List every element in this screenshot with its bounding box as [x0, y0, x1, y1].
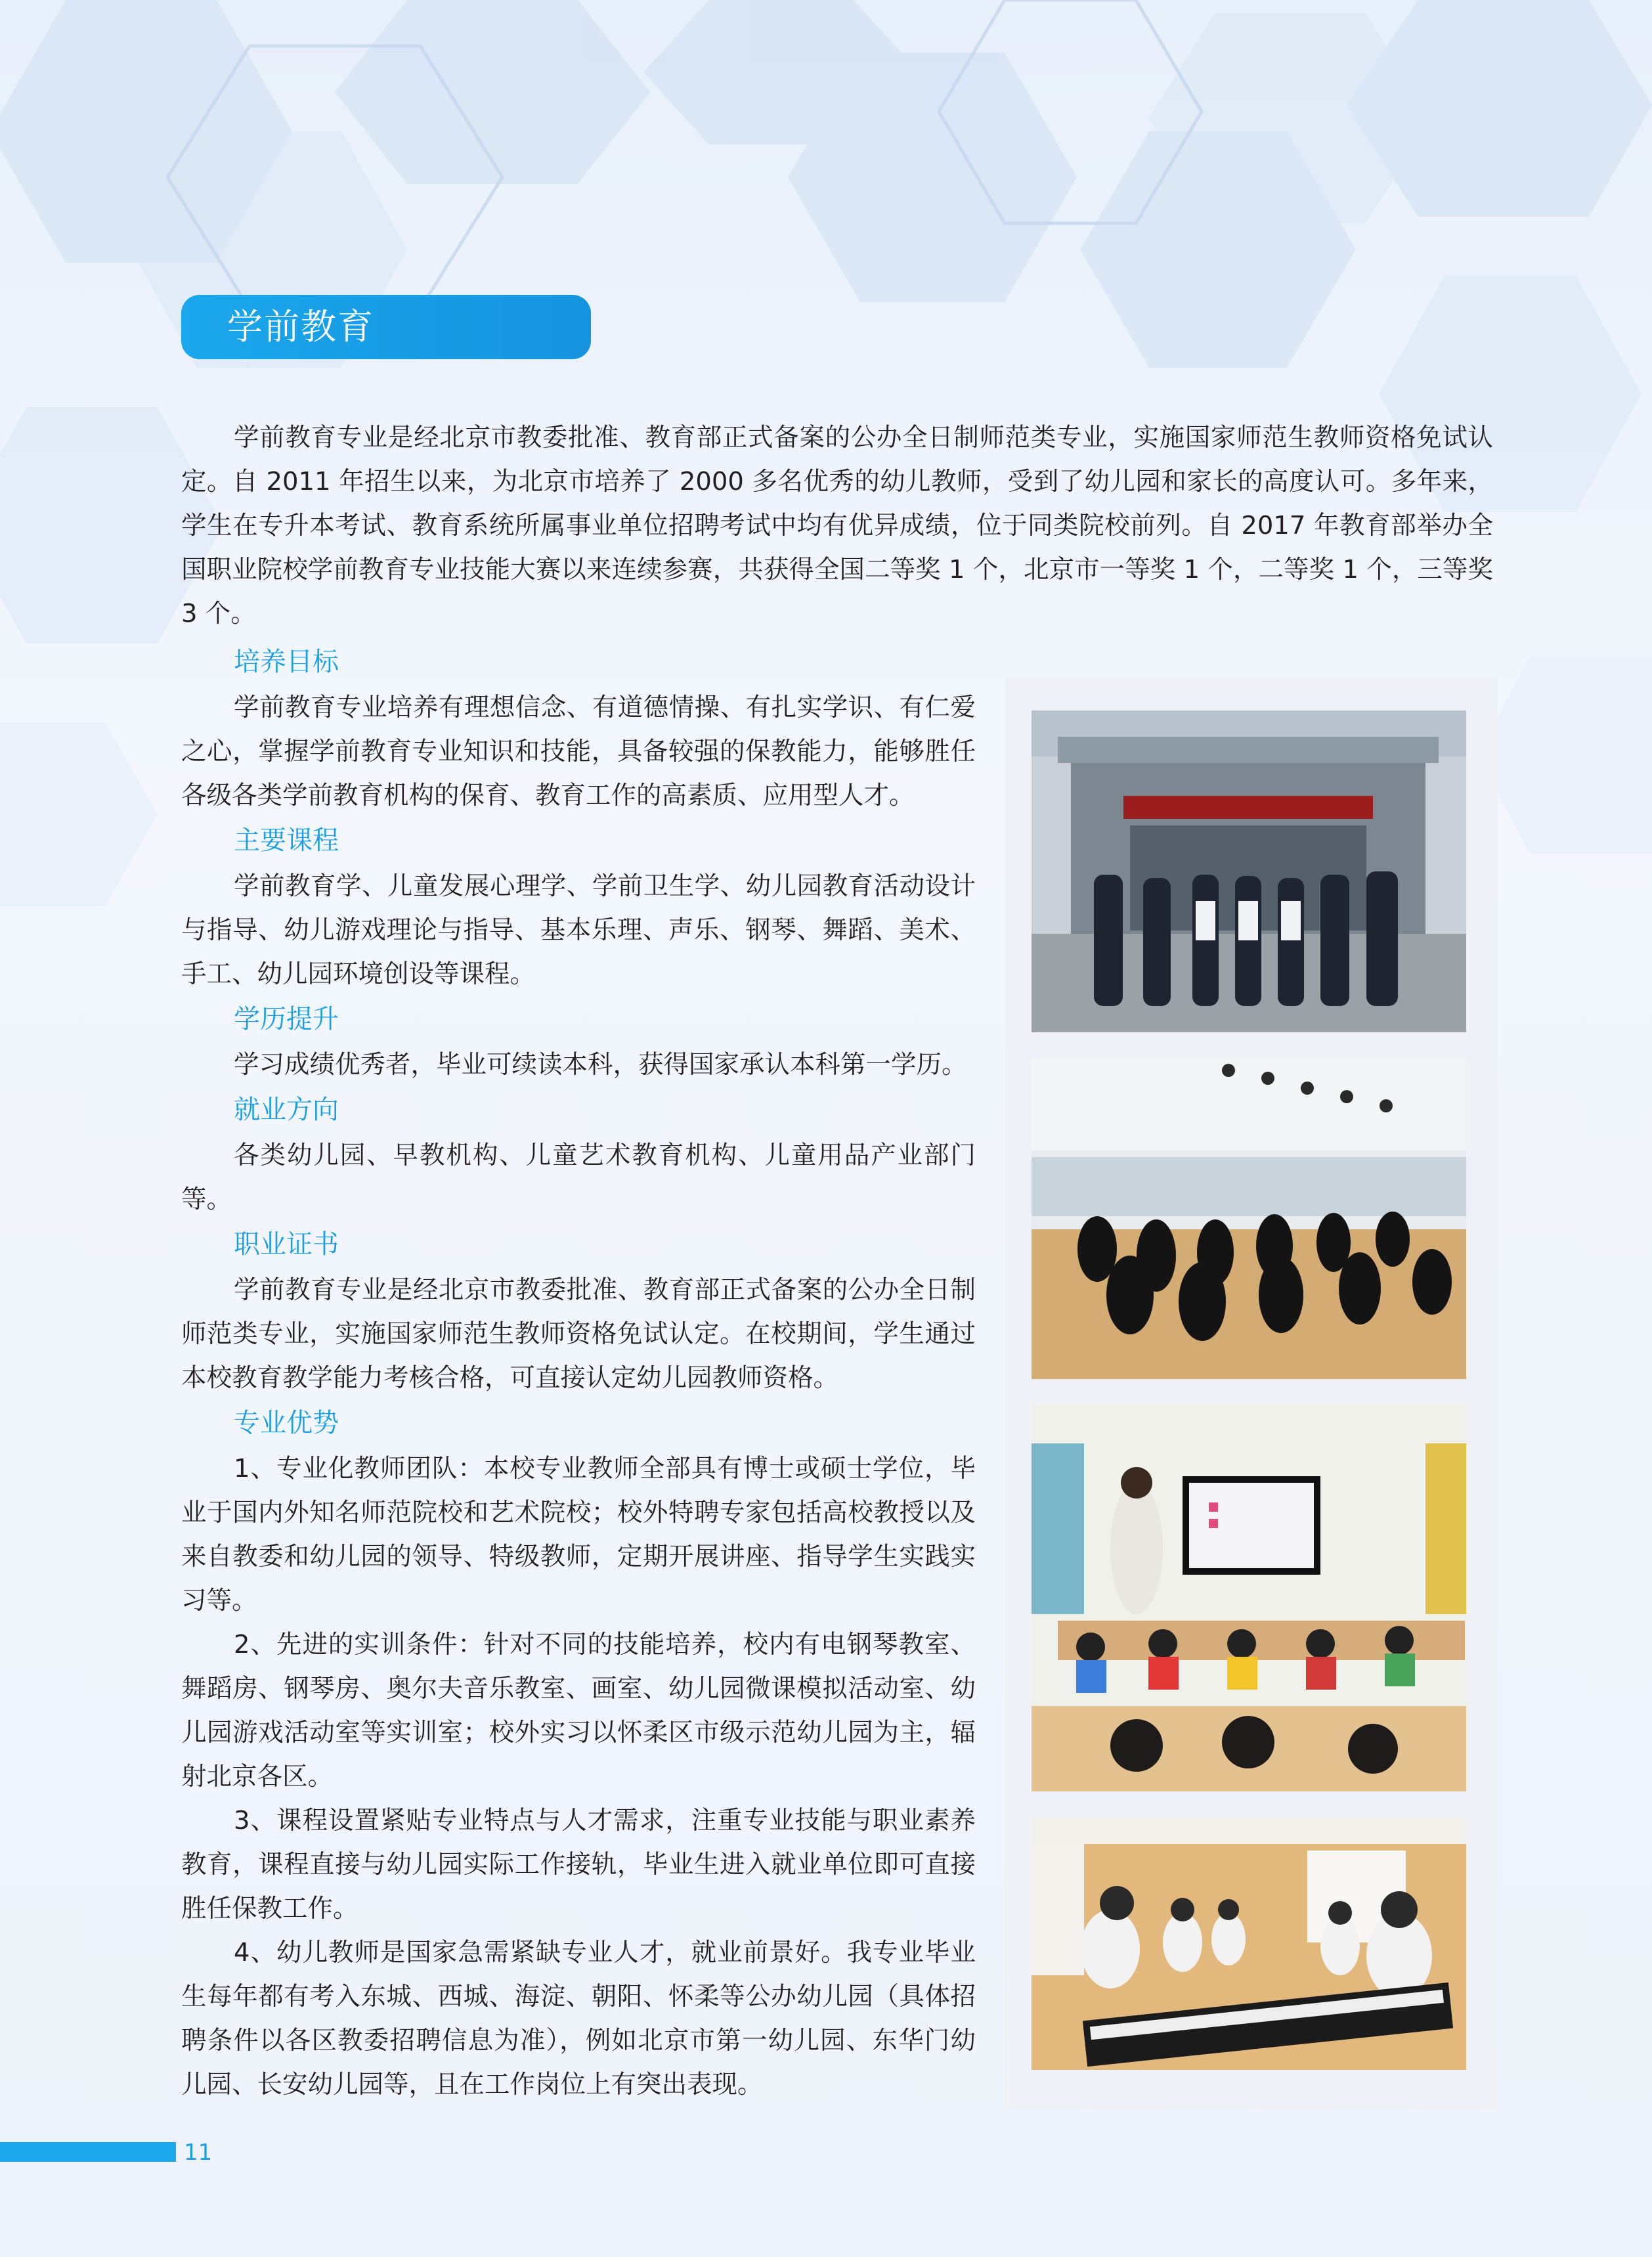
advantage-item: 2、先进的实训条件：针对不同的技能培养，校内有电钢琴教室、舞蹈房、钢琴房、奥尔夫音乐教室、画室、幼儿园微课模拟活动室、幼儿园游戏活动室等实训室；校外实习以怀柔区市级示范幼儿园为主，辐射北京各区。: [181, 1630, 976, 1791]
text-goal: 学前教育专业培养有理想信念、有道德情操、有扎实学识、有仁爱之心，掌握学前教育专业知识和技能，具备较强的保教能力，能够胜任各级各类学前教育机构的保育、教育工作的高素质、应用型人才。: [181, 693, 976, 810]
heading-certificate: 职业证书: [234, 1229, 339, 1260]
intro-text: 学前教育专业是经北京市教委批准、教育部正式备案的公办全日制师范类专业，实施国家师范生教师资格免试认定。自 2011 年招生以来，为北京市培养了 2000 多名优秀的幼儿教师，受到了幼儿园和家长的高度认可。多年来，学生在专升本考试、教育系统所属事业单位招聘考试中均有优异成绩，位于同类院校前列。自 2017 年教育部举办全国职业院校学前教育专业技能大赛以来连续参赛，共获得全国二等奖 1 个，北京市一等奖 1 个，二等奖 1 个，三等奖 3 个。: [181, 423, 1493, 628]
text-courses: 学前教育学、儿童发展心理学、学前卫生学、幼儿园教育活动设计与指导、幼儿游戏理论与指导、基本乐理、声乐、钢琴、舞蹈、美术、手工、幼儿园环境创设等课程。: [181, 871, 976, 989]
piano-room-photo: [1032, 1818, 1466, 2070]
advantage-item: 3、课程设置紧贴专业特点与人才需求，注重专业技能与职业素养教育，课程直接与幼儿园实际工作接轨，毕业生进入就业单位即可直接胜任保教工作。: [181, 1806, 976, 1923]
text-certificate: 学前教育专业是经北京市教委批准、教育部正式备案的公办全日制师范类专业，实施国家师范生教师资格免试认定。在校期间，学生通过本校教育教学能力考核合格，可直接认定幼儿园教师资格。: [181, 1275, 976, 1393]
classroom-photo: [1032, 1404, 1466, 1791]
page-number: 11: [184, 2139, 213, 2166]
heading-degree: 学历提升: [234, 1004, 339, 1034]
text-degree: 学习成绩优秀者，毕业可续读本科，获得国家承认本科第一学历。: [234, 1050, 967, 1080]
heading-courses: 主要课程: [234, 825, 339, 856]
section-header: [181, 295, 591, 359]
page-number-bar: [0, 2142, 176, 2162]
heading-advantages: 专业优势: [234, 1408, 339, 1438]
intro-paragraph: [181, 416, 1493, 636]
group-photo: [1032, 711, 1466, 1032]
content-column: [181, 639, 976, 2107]
advantage-item: 4、幼儿教师是国家急需紧缺专业人才，就业前景好。我专业毕业生每年都有考入东城、西城、海淀、朝阳、怀柔等公办幼儿园（具体招聘条件以各区教委招聘信息为准），例如北京市第一幼儿园、东华门幼儿园、长安幼儿园等，且在工作岗位上有突出表现。: [181, 1938, 976, 2099]
section-title: 学前教育: [227, 306, 374, 347]
advantage-item: 1、专业化教师团队：本校专业教师全部具有博士或硕士学位，毕业于国内外知名师范院校和艺术院校；校外特聘专家包括高校教授以及来自教委和幼儿园的领导、特级教师，定期开展讲座、指导学生实践实习等。: [181, 1454, 976, 1615]
text-employment: 各类幼儿园、早教机构、儿童艺术教育机构、儿童用品产业部门等。: [181, 1141, 976, 1214]
heading-goal: 培养目标: [234, 647, 339, 677]
photo-column: [1005, 678, 1498, 2111]
heading-employment: 就业方向: [234, 1095, 339, 1125]
dance-room-photo: [1032, 1059, 1466, 1379]
